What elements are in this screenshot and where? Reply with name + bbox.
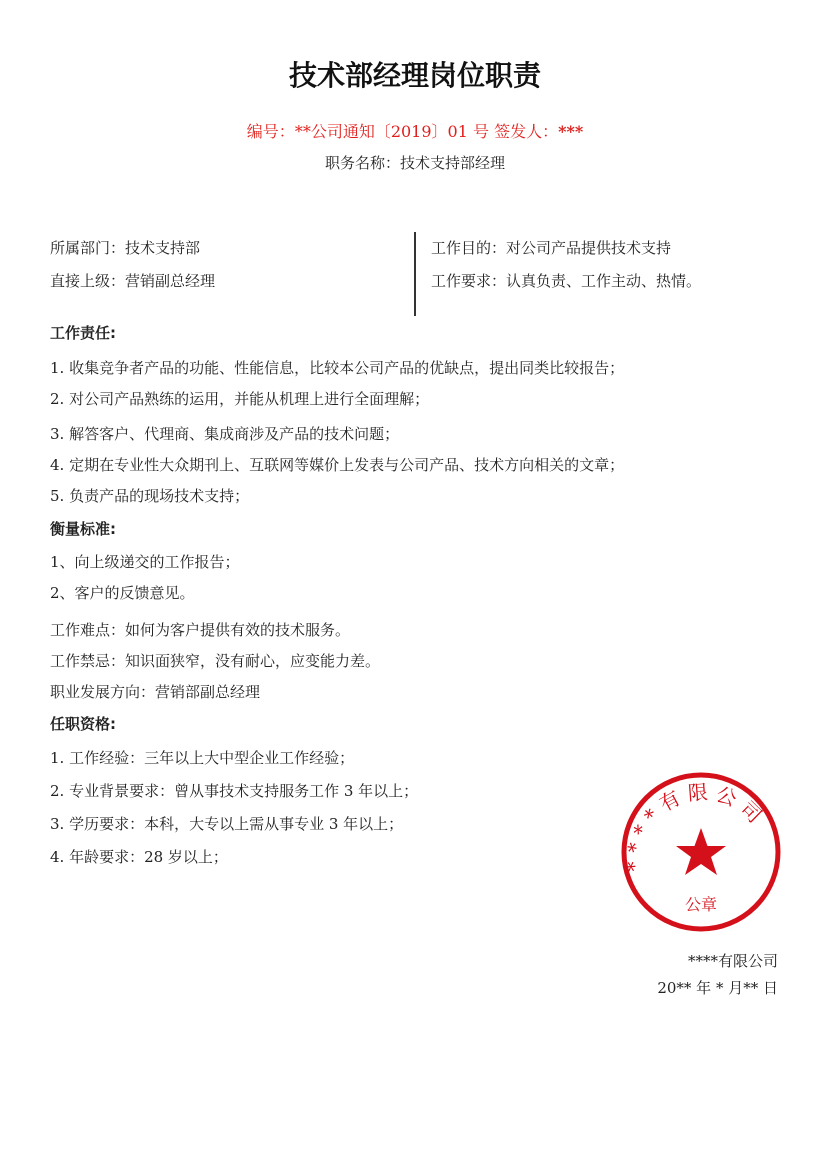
list-item: 4. 定期在专业性大众期刊上、互联网等媒价上发表与公司产品、技术方向相关的文章； xyxy=(50,456,625,474)
seal-ring-text: * * * * 有 限 公 司 xyxy=(621,779,767,873)
superior-info: 直接上级：营销副总经理 xyxy=(50,272,216,290)
number-label: 编号： xyxy=(246,122,295,141)
list-item: 3. 学历要求：本科，大专以上需从事专业 3 年以上； xyxy=(50,815,404,833)
star-icon xyxy=(676,828,726,875)
dept-info: 所属部门：技术支持部 xyxy=(50,239,201,257)
qualifications-heading: 任职资格: xyxy=(50,715,116,733)
page-title: 技术部经理岗位职责 xyxy=(288,59,541,92)
list-item: 2、客户的反馈意见。 xyxy=(50,584,195,602)
signature-date: 20** 年 * 月** 日 xyxy=(657,979,778,997)
list-item: 2. 专业背景要求：曾从事技术支持服务工作 3 年以上； xyxy=(50,782,419,800)
list-item: 3. 解答客户、代理商、集成商涉及产品的技术问题； xyxy=(50,425,400,443)
list-item: 1. 收集竞争者产品的功能、性能信息，比较本公司产品的优缺点，提出同类比较报告； xyxy=(50,359,625,377)
seal-bottom-text: 公章 xyxy=(684,895,718,914)
list-item: 1、向上级递交的工作报告； xyxy=(50,553,240,571)
divider xyxy=(414,232,416,316)
difficulty-text: 工作难点：如何为客户提供有效的技术服务。 xyxy=(50,621,351,639)
requirement-info: 工作要求：认真负责、工作主动、热情。 xyxy=(431,272,702,290)
list-item: 1. 工作经验：三年以上大中型企业工作经验； xyxy=(50,749,355,767)
signer-label: 签发人： xyxy=(488,122,559,141)
signer-value: *** xyxy=(558,122,584,141)
purpose-info: 工作目的：对公司产品提供技术支持 xyxy=(431,239,672,257)
taboo-text: 工作禁忌：知识面狭窄，没有耐心，应变能力差。 xyxy=(50,652,381,670)
list-item: 4. 年龄要求：28 岁以上； xyxy=(50,848,228,866)
number-value: **公司通知〔2019〕01 号 xyxy=(294,122,489,141)
list-item: 5. 负责产品的现场技术支持； xyxy=(50,487,250,505)
job-name: 职务名称：技术支持部经理 xyxy=(324,154,505,172)
career-text: 职业发展方向：营销部副总经理 xyxy=(50,683,261,701)
standards-heading: 衡量标准: xyxy=(50,520,116,538)
document-number-line xyxy=(0,119,830,142)
list-item: 2. 对公司产品熟练的运用，并能从机理上进行全面理解； xyxy=(50,390,430,408)
signature-company: ****有限公司 xyxy=(687,952,778,970)
company-seal-stamp xyxy=(618,770,788,940)
duties-heading: 工作责任: xyxy=(50,324,116,342)
